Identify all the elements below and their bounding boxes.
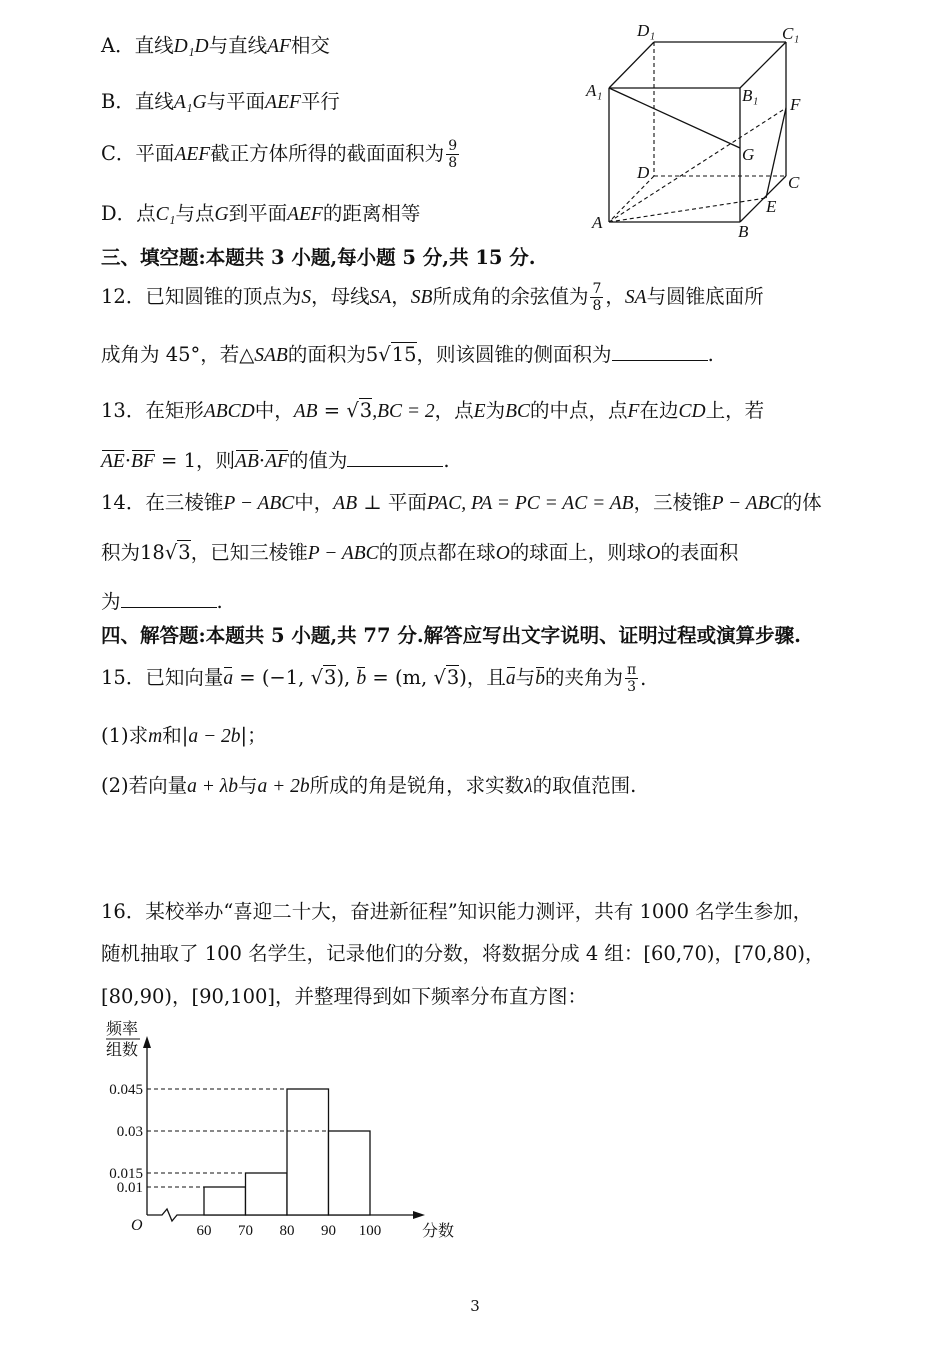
option-a-var-2: AF: [267, 36, 291, 57]
q14-text-7: ，已知三棱锥: [190, 541, 308, 564]
q15-numerator: π: [626, 662, 637, 678]
q13-vec-ab: AB: [235, 451, 259, 472]
q12-var-sb: SB: [410, 287, 433, 309]
option-c-fraction: [446, 138, 459, 171]
option-c-denominator: 8: [448, 155, 458, 172]
q15-denominator: 3: [627, 679, 637, 696]
cube-label-e: E: [766, 197, 777, 216]
q14-perp: ⊥: [357, 491, 388, 514]
q13-var-bc-2: BC: [505, 401, 531, 422]
y-axis-label-bottom: 组数: [106, 1042, 139, 1059]
q12-text-4: 所成角的余弦值为: [432, 285, 589, 309]
q15-vec-a-2: a: [505, 668, 516, 690]
sqrt-icon: √: [310, 666, 324, 690]
q15-text-8: 的夹角为: [544, 666, 623, 690]
q15-part-2-text-4: 的取值范围.: [532, 774, 637, 797]
q12-coef: 5: [365, 343, 379, 366]
option-c-numerator: 9: [448, 138, 458, 154]
q12-numerator: 7: [592, 281, 602, 297]
q14-var-pabc: P − ABC: [223, 493, 295, 514]
histogram-bar: [246, 1173, 288, 1215]
q13-equals-1: = 1: [154, 449, 197, 472]
sqrt-icon: √: [433, 666, 446, 690]
option-a-label: A．: [101, 34, 135, 57]
q14-line-2: [101, 543, 738, 564]
q15-abs-expr: a − 2b: [188, 726, 241, 747]
cube-label-c1: C₁: [782, 24, 800, 43]
q13-var-f: F: [627, 401, 640, 422]
q13-line-1: [101, 401, 764, 422]
q13-vec-bf: BF: [131, 451, 155, 472]
q12-denominator: 8: [592, 298, 602, 315]
option-d-label: D．: [101, 202, 137, 225]
q15-part-2-text-1: (2)若向量: [101, 774, 188, 797]
q15-text-2: = (−1,: [233, 666, 311, 690]
q13-line-2: [101, 451, 450, 472]
x-tick-label: 60: [196, 1223, 212, 1239]
frequency-histogram: [95, 1010, 475, 1250]
q14-answer-blank[interactable]: [121, 607, 217, 608]
cube-label-d1: D₁: [637, 21, 656, 40]
q14-text-11: 为: [101, 590, 121, 613]
option-c-var-1: AEF: [174, 144, 211, 166]
x-tick-label: 80: [279, 1223, 295, 1239]
q13-text-1: 13．在矩形: [101, 399, 204, 422]
q14-radicand: 3: [178, 541, 191, 564]
q15-vec-b-2: b: [535, 668, 545, 690]
q13-text-2: 中，: [254, 399, 294, 422]
cube-label-a1: A₁: [586, 81, 603, 100]
q12-line-1: [101, 281, 764, 314]
q15-part-2-text-3: 所成的角是锐角，求实数: [309, 774, 525, 797]
q15-text-4: = (m,: [366, 666, 434, 690]
q13-text-3: ，点: [434, 399, 474, 422]
sqrt-icon: √: [346, 399, 359, 422]
abs-bar-icon: |: [240, 724, 248, 747]
page-number: 3: [470, 1297, 480, 1315]
origin-label: O: [131, 1217, 143, 1234]
q12-fraction: [590, 281, 603, 314]
q13-dot-2: ·: [258, 449, 266, 472]
q14-text-9: 的球面上，则球: [509, 541, 647, 564]
q14-var-o-2: O: [646, 543, 661, 564]
q12-text-9: ，则该圆锥的侧面积为: [416, 343, 612, 366]
cube-label-a: A: [592, 213, 603, 232]
y-axis-label-top: 频率: [106, 1021, 139, 1038]
q15-expr-2: a + 2b: [257, 776, 310, 797]
q12-triangle: △SAB: [239, 345, 288, 366]
q13-var-e: E: [473, 401, 486, 422]
y-tick-label: 0.01: [116, 1180, 143, 1196]
q12-var-sa-2: SA: [624, 287, 647, 309]
x-tick-label: 90: [321, 1223, 336, 1239]
q12-var-s: S: [301, 287, 312, 309]
q12-text-7: 成角为 45°，若: [101, 343, 240, 366]
cube-label-b: B: [738, 222, 749, 241]
q12-line-2: [101, 345, 714, 366]
option-d-text-1: 点: [136, 202, 156, 225]
option-b: [101, 92, 340, 113]
q14-text-8: 的顶点都在球: [378, 541, 496, 564]
option-b-label: B．: [101, 90, 135, 113]
q13-vec-ae: AE: [101, 451, 125, 472]
q15-text-1: 15．已知向量: [101, 666, 224, 690]
x-tick-label: 70: [238, 1223, 253, 1239]
section-3-heading: 三、填空题:本题共 3 小题,每小题 5 分,共 15 分.: [101, 246, 536, 269]
q14-text-4: ，三棱锥: [633, 491, 712, 514]
q14-line-1: [101, 493, 822, 514]
q14-text-1: 14．在三棱锥: [101, 491, 224, 514]
cube-label-b1: B₁: [742, 86, 759, 105]
q13-text-9: 的值为: [288, 449, 348, 472]
q15-text-3: ),: [336, 666, 357, 690]
option-b-text-1: 直线: [134, 90, 174, 113]
q14-coef: 18: [140, 541, 165, 564]
option-d-var-3: AEF: [287, 204, 323, 225]
option-d-var-2: G: [214, 204, 229, 225]
q13-text-5: 的中点，点: [530, 399, 628, 422]
q15-text-9: .: [640, 666, 647, 690]
q12-text-3: ，: [391, 285, 411, 309]
q12-text-2: ，母线: [311, 285, 370, 309]
q13-dot-1: ·: [124, 449, 132, 472]
q13-text-7: 上，若: [705, 399, 765, 422]
option-d: [101, 204, 420, 225]
option-a-text-3: 相交: [290, 34, 330, 57]
cube-figure: [580, 14, 810, 244]
q14-text-2: 中，: [294, 491, 334, 514]
q13-var-abcd: ABCD: [203, 401, 255, 422]
option-b-text-2: 与平面: [206, 90, 266, 113]
q15-vec-b: b: [356, 668, 367, 690]
q13-text-10: .: [443, 449, 450, 472]
q15-part-1-text-1: (1)求: [101, 724, 149, 747]
option-d-text-3: 到平面: [228, 202, 288, 225]
q15-vec-a: a: [223, 668, 234, 690]
q15-line-1: [101, 662, 646, 695]
y-tick-label: 0.045: [109, 1082, 143, 1098]
option-c: [101, 138, 461, 171]
q14-var-pabc-2: P − ABC: [711, 493, 783, 514]
y-tick-label: 0.03: [116, 1124, 143, 1140]
q12-text-6: 与圆锥底面所: [646, 285, 764, 309]
q12-text-1: 12．已知圆锥的顶点为: [101, 285, 302, 309]
x-axis-arrow-icon: [413, 1211, 425, 1219]
q15-text-5: ): [459, 666, 467, 690]
q12-text-10: .: [707, 343, 714, 366]
histogram-bar: [204, 1187, 246, 1215]
q15-part-1-text-3: ；: [247, 724, 267, 747]
q14-text-10: 的表面积: [660, 541, 739, 564]
q16-line-3: [80,90)，[90,100]，并整理得到如下频率分布直方图：: [101, 985, 587, 1008]
option-d-text-4: 的距离相等: [322, 202, 421, 225]
cube-label-g: G: [742, 145, 755, 164]
q14-var-o: O: [495, 543, 510, 564]
sqrt-icon: √: [378, 343, 391, 366]
q13-vec-af: AF: [265, 451, 289, 472]
option-a-text-1: 直线: [134, 34, 174, 57]
q15-text-6: ，且: [466, 666, 506, 690]
q13-var-bc: ,BC = 2: [372, 401, 435, 422]
option-a: [101, 36, 330, 57]
cube-label-c: C: [788, 173, 800, 192]
q14-line-3: [101, 592, 223, 612]
q16-line-1: 16．某校举办“喜迎二十大，奋进新征程”知识能力测评，共有 1000 名学生参加，: [101, 900, 813, 923]
q15-radicand-2: 3: [446, 666, 460, 690]
x-axis-label: 分数: [422, 1223, 455, 1240]
q12-text-8: 的面积为: [287, 343, 366, 366]
option-b-text-3: 平行: [300, 90, 340, 113]
q15-fraction: [625, 662, 638, 695]
q14-text-5: 的体: [782, 491, 822, 514]
option-c-text-2: 截正方体所得的截面面积为: [210, 142, 445, 166]
q15-text-7: 与: [515, 666, 536, 690]
q15-var-lambda: λ: [524, 776, 533, 797]
q13-var-cd: CD: [678, 401, 706, 422]
option-b-var-1: A₁G: [173, 92, 207, 113]
q13-var-ab: AB: [293, 401, 318, 422]
cube-label-f: F: [790, 95, 801, 114]
q12-answer-blank[interactable]: [612, 360, 708, 361]
abs-bar-icon: |: [181, 724, 189, 747]
option-d-var-1: C₁: [155, 204, 176, 225]
q16-line-2: 随机抽取了 100 名学生，记录他们的分数，将数据分成 4 组：[60,70)，[70,80)，: [101, 942, 825, 965]
sqrt-icon: √: [164, 541, 178, 564]
cube-label-d: D: [637, 163, 650, 182]
option-b-var-2: AEF: [265, 92, 301, 113]
section-4-heading: 四、解答题:本题共 5 小题,共 77 分.解答应写出文字说明、证明过程或演算步骤.: [101, 624, 801, 647]
y-tick-label: 0.015: [109, 1166, 143, 1182]
q13-equals: =: [317, 399, 347, 422]
q14-condition: PAC, PA = PC = AC = AB: [426, 493, 634, 514]
q13-text-6: 在边: [639, 399, 679, 422]
q14-var-ab: AB: [333, 493, 358, 514]
q14-var-pabc-3: P − ABC: [307, 543, 379, 564]
y-axis-arrow-icon: [143, 1036, 151, 1048]
q14-text-3: 平面: [387, 491, 427, 514]
q13-text-4: 为: [485, 399, 506, 422]
q15-expr-1: a + λb: [187, 776, 238, 797]
option-c-label: C．: [101, 142, 136, 166]
q14-text-12: .: [216, 590, 223, 613]
q13-answer-blank[interactable]: [347, 466, 443, 467]
histogram-bar: [287, 1089, 329, 1215]
q15-var-m: m: [148, 726, 163, 747]
q15-radicand: 3: [324, 666, 337, 690]
q14-text-6: 积为: [101, 541, 141, 564]
option-c-text-1: 平面: [135, 142, 175, 166]
q15-part-1: [101, 726, 267, 747]
q12-radicand: 15: [391, 343, 417, 366]
q12-text-5: ，: [605, 285, 625, 309]
option-a-text-2: 与直线: [208, 34, 268, 57]
q15-part-1-text-2: 和: [162, 724, 182, 747]
x-tick-label: 100: [358, 1223, 382, 1239]
q15-part-2: [101, 776, 636, 797]
q12-var-sa: SA: [369, 287, 392, 309]
option-a-var-1: D₁D: [173, 36, 209, 57]
option-d-text-2: 与点: [175, 202, 215, 225]
q13-radicand: 3: [359, 399, 373, 422]
q13-text-8: ，则: [196, 449, 236, 472]
q15-part-2-text-2: 与: [237, 774, 258, 797]
histogram-bar: [329, 1131, 371, 1215]
